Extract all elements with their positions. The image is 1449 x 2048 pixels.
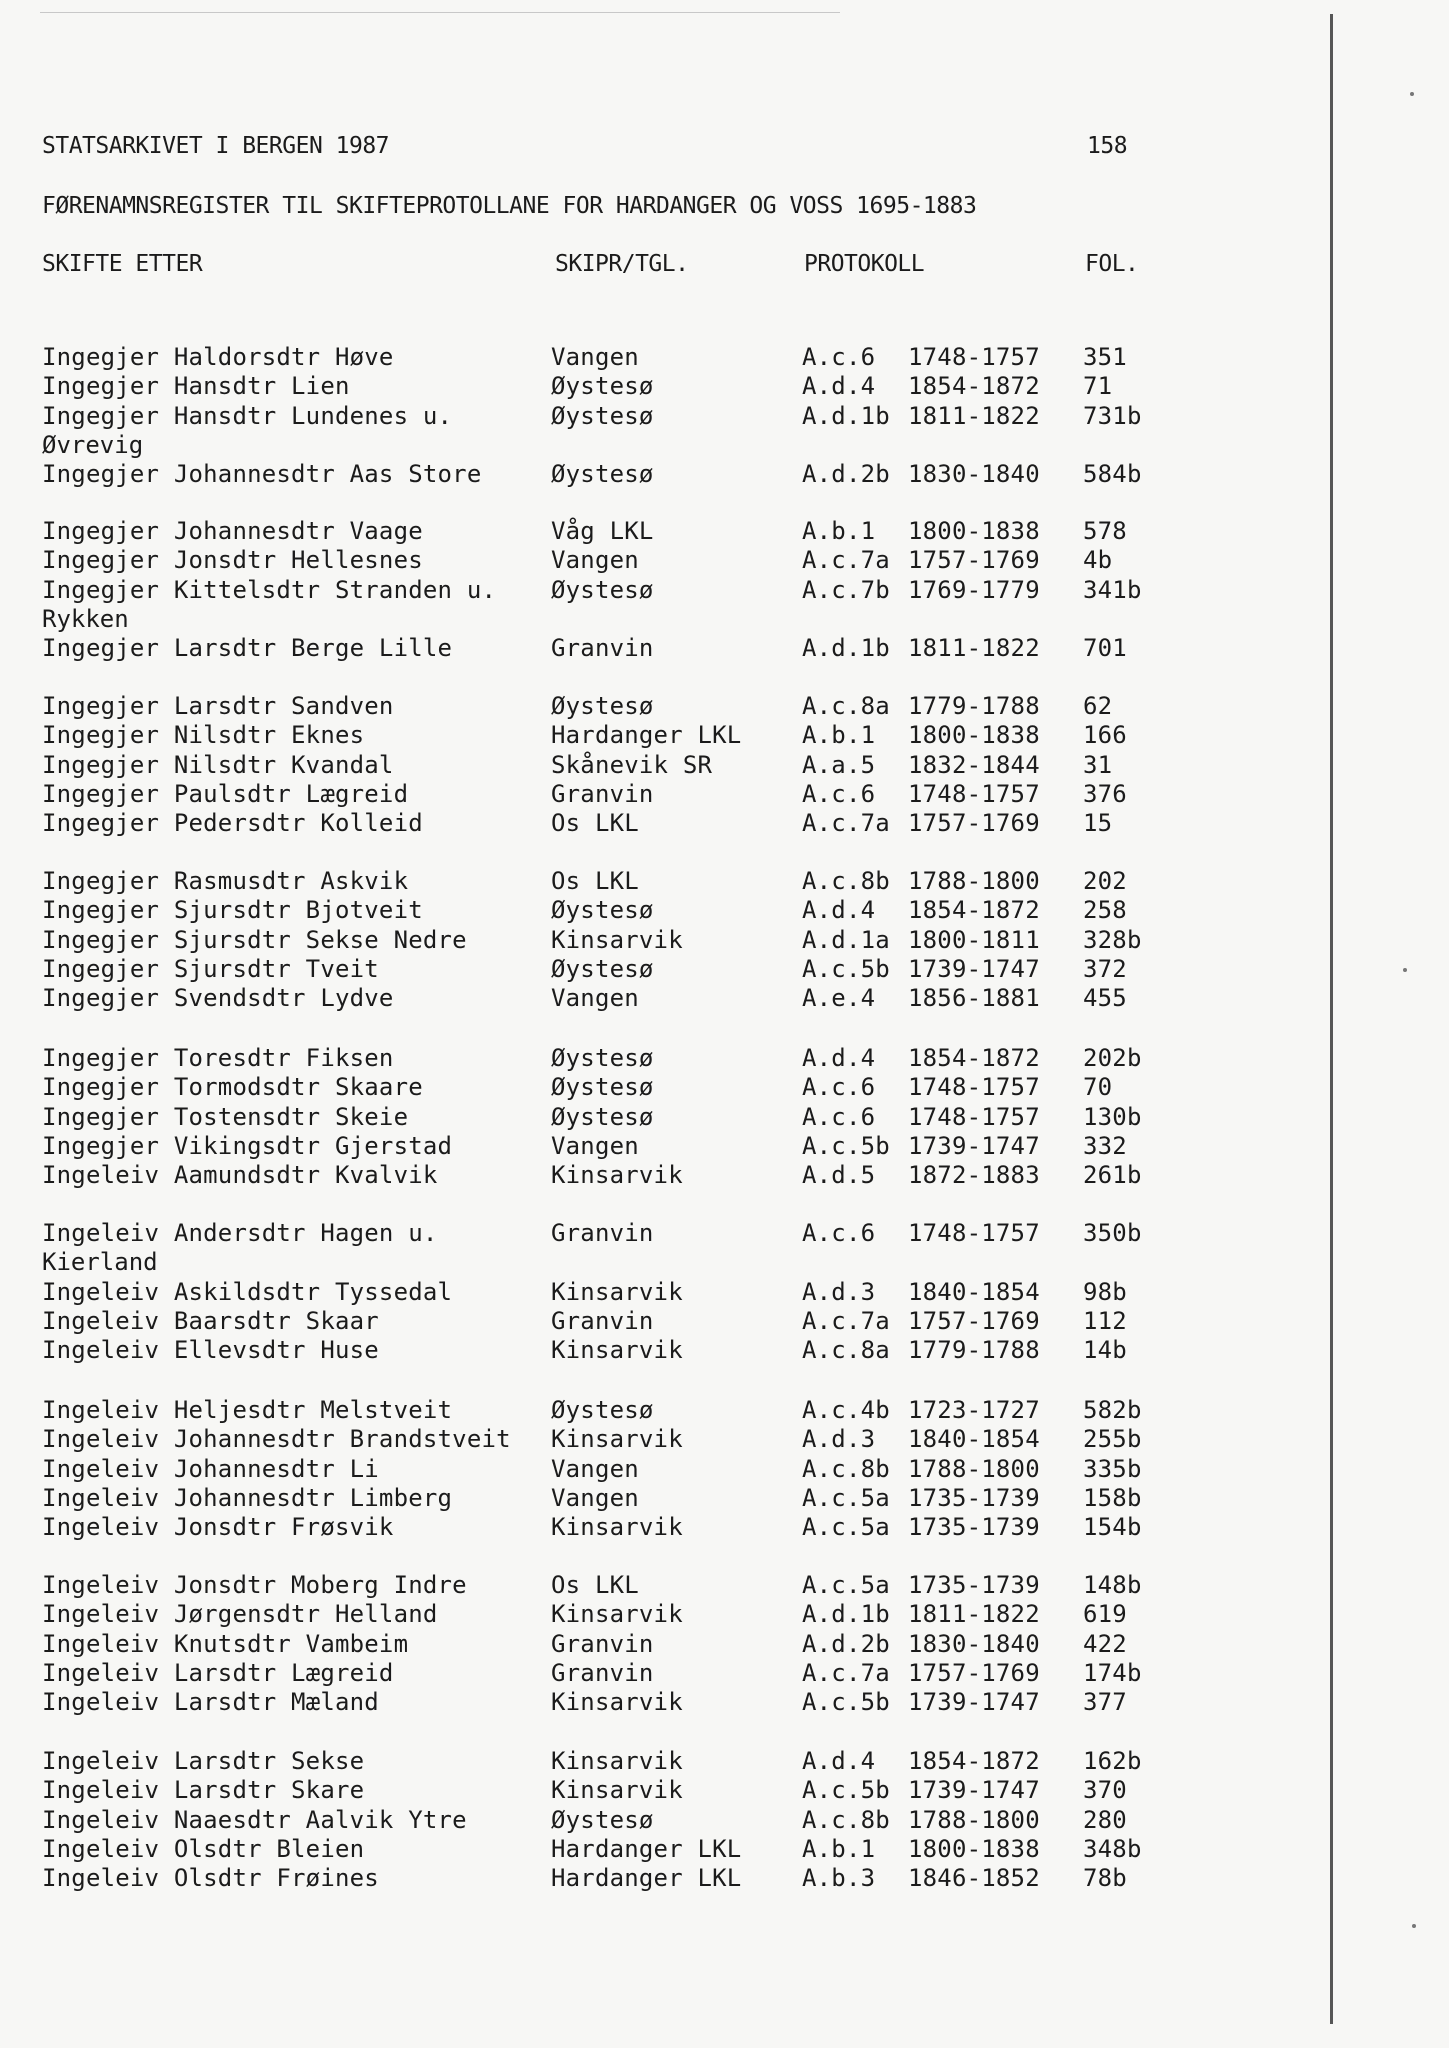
entry-skipr-tgl: Granvin <box>551 634 654 663</box>
entry-protokoll: A.d.1a <box>802 925 890 954</box>
entry-folio: 372 <box>1083 954 1127 983</box>
entry-folio: 71 <box>1083 372 1113 401</box>
entry-name: Ingeleiv Larsdtr Sekse <box>42 1747 365 1775</box>
entry-years: 1830-1840 <box>908 1629 1040 1658</box>
entry-name: Ingeleiv Johannesdtr Li <box>42 1454 379 1483</box>
entry-name: Ingeleiv Askildsdtr Tyssedal <box>42 1277 453 1306</box>
entry-folio: 166 <box>1083 721 1127 750</box>
entry-skipr-tgl: Os LKL <box>551 1571 639 1599</box>
register-entry <box>0 1747 1200 1777</box>
entry-folio: 130b <box>1083 1102 1142 1131</box>
entry-years: 1735-1739 <box>908 1513 1040 1542</box>
entry-folio: 202b <box>1083 1044 1142 1072</box>
entry-protokoll: A.c.5a <box>802 1513 890 1542</box>
entry-name: Ingeleiv Naaesdtr Aalvik Ytre <box>42 1805 467 1834</box>
entry-skipr-tgl: Kinsarvik <box>551 1776 683 1805</box>
entry-protokoll: A.d.1b <box>802 1600 890 1629</box>
entry-name: Ingeleiv Olsdtr Frøines <box>42 1864 379 1893</box>
page-number: 158 <box>1087 133 1128 159</box>
entry-years: 1757-1769 <box>908 1658 1040 1687</box>
entry-folio: 78b <box>1083 1864 1127 1893</box>
column-header-name: SKIFTE ETTER <box>42 251 203 277</box>
entry-folio: 31 <box>1083 750 1113 779</box>
entry-protokoll: A.c.6 <box>802 1073 876 1102</box>
register-entry <box>0 343 1200 373</box>
entry-folio: 619 <box>1083 1600 1127 1629</box>
entry-protokoll: A.b.1 <box>802 721 876 750</box>
entry-years: 1800-1838 <box>908 1834 1040 1863</box>
entry-name: Ingegjer Tormodsdtr Skaare <box>42 1073 423 1102</box>
entry-protokoll: A.d.4 <box>802 372 876 401</box>
entry-skipr-tgl: Øystesø <box>551 1073 654 1102</box>
entry-years: 1739-1747 <box>908 1776 1040 1805</box>
entry-protokoll: A.c.7a <box>802 546 890 575</box>
register-entry <box>0 372 1200 402</box>
entry-protokoll: A.c.5b <box>802 1688 890 1717</box>
entry-name: Ingeleiv Jonsdtr Frøsvik <box>42 1513 394 1542</box>
entry-name: Ingeleiv Larsdtr Mæland <box>42 1688 379 1717</box>
entry-years: 1840-1854 <box>908 1425 1040 1454</box>
entry-protokoll: A.d.4 <box>802 896 876 925</box>
entry-years: 1757-1769 <box>908 809 1040 838</box>
register-entry <box>0 460 1200 490</box>
entry-skipr-tgl: Hardanger LKL <box>551 721 742 750</box>
entry-name: Ingeleiv Heljesdtr Melstveit <box>42 1396 453 1424</box>
entry-skipr-tgl: Vangen <box>551 1131 639 1160</box>
entry-years: 1748-1757 <box>908 1073 1040 1102</box>
register-entry <box>0 1307 1200 1337</box>
register-entry <box>0 1103 1200 1133</box>
entry-protokoll: A.c.8a <box>802 692 890 720</box>
entry-years: 1779-1788 <box>908 1336 1040 1365</box>
entry-name: Ingegjer Hansdtr Lien <box>42 372 350 401</box>
entry-protokoll: A.d.2b <box>802 460 890 489</box>
entry-name: Ingeleiv Larsdtr Lægreid <box>42 1658 394 1687</box>
entry-folio: 4b <box>1083 546 1113 575</box>
entry-years: 1840-1854 <box>908 1277 1040 1306</box>
register-entry <box>0 1278 1200 1308</box>
register-entry <box>0 1806 1200 1836</box>
entry-folio: 701 <box>1083 634 1127 663</box>
register-entry <box>0 1219 1200 1249</box>
register-entry <box>0 1513 1200 1543</box>
entry-years: 1739-1747 <box>908 1688 1040 1717</box>
entry-skipr-tgl: Hardanger LKL <box>551 1834 742 1863</box>
entry-years: 1739-1747 <box>908 1131 1040 1160</box>
entry-skipr-tgl: Øystesø <box>551 1044 654 1072</box>
entry-years: 1811-1822 <box>908 634 1040 663</box>
entry-folio: 255b <box>1083 1425 1142 1454</box>
entry-folio: 70 <box>1083 1073 1113 1102</box>
entry-folio: 154b <box>1083 1513 1142 1542</box>
entry-skipr-tgl: Øystesø <box>551 954 654 983</box>
register-entry <box>0 576 1200 606</box>
entry-years: 1800-1838 <box>908 517 1040 545</box>
entry-years: 1788-1800 <box>908 867 1040 895</box>
entry-folio: 582b <box>1083 1396 1142 1424</box>
register-entry <box>0 1659 1200 1689</box>
register-entry <box>0 1425 1200 1455</box>
entry-years: 1854-1872 <box>908 1044 1040 1072</box>
entry-protokoll: A.c.5b <box>802 954 890 983</box>
entry-protokoll: A.a.5 <box>802 750 876 779</box>
entry-skipr-tgl: Våg LKL <box>551 517 654 545</box>
entry-years: 1779-1788 <box>908 692 1040 720</box>
entry-name-continuation: Kierland <box>42 1248 158 1277</box>
register-entry <box>0 955 1200 985</box>
entry-folio: 455 <box>1083 984 1127 1013</box>
entry-folio: 422 <box>1083 1629 1127 1658</box>
register-entry <box>0 867 1200 897</box>
entry-folio: 15 <box>1083 809 1113 838</box>
column-header-tgl: SKIPR/TGL. <box>555 251 689 277</box>
scan-speck <box>1403 968 1407 972</box>
entry-name: Ingeleiv Ellevsdtr Huse <box>42 1336 379 1365</box>
entry-protokoll: A.c.8b <box>802 867 890 895</box>
entry-name-continuation: Øvrevig <box>42 430 144 459</box>
entry-folio: 328b <box>1083 925 1142 954</box>
entry-folio: 348b <box>1083 1834 1142 1863</box>
entry-name: Ingegjer Svendsdtr Lydve <box>42 984 394 1013</box>
archive-header: STATSARKIVET I BERGEN 1987 <box>42 133 390 159</box>
entry-name: Ingeleiv Knutsdtr Vambeim <box>42 1629 409 1658</box>
entry-skipr-tgl: Granvin <box>551 1629 654 1658</box>
entry-protokoll: A.c.5a <box>802 1483 890 1512</box>
entry-years: 1872-1883 <box>908 1161 1040 1190</box>
entry-years: 1788-1800 <box>908 1454 1040 1483</box>
entry-skipr-tgl: Kinsarvik <box>551 1513 683 1542</box>
entry-skipr-tgl: Kinsarvik <box>551 1425 683 1454</box>
entry-protokoll: A.d.1b <box>802 401 890 430</box>
entry-years: 1748-1757 <box>908 779 1040 808</box>
entry-name: Ingegjer Sjursdtr Bjotveit <box>42 896 423 925</box>
entry-folio: 335b <box>1083 1454 1142 1483</box>
entry-name: Ingegjer Nilsdtr Kvandal <box>42 750 394 779</box>
entry-protokoll: A.c.6 <box>802 779 876 808</box>
entry-skipr-tgl: Øystesø <box>551 1102 654 1131</box>
entry-folio: 162b <box>1083 1747 1142 1775</box>
entry-name: Ingegjer Kittelsdtr Stranden u. <box>42 575 497 604</box>
entry-years: 1748-1757 <box>908 343 1040 371</box>
register-entry <box>0 896 1200 926</box>
entry-protokoll: A.c.8b <box>802 1454 890 1483</box>
scan-speck <box>1410 92 1414 96</box>
register-entry <box>0 1571 1200 1601</box>
register-entry <box>0 692 1200 722</box>
register-entry <box>0 1688 1200 1718</box>
entry-name: Ingeleiv Aamundsdtr Kvalvik <box>42 1161 438 1190</box>
entry-folio: 731b <box>1083 401 1142 430</box>
register-entry <box>0 634 1200 664</box>
entry-protokoll: A.e.4 <box>802 984 876 1013</box>
register-entry <box>0 1161 1200 1191</box>
entry-name: Ingegjer Larsdtr Sandven <box>42 692 394 720</box>
entry-skipr-tgl: Kinsarvik <box>551 925 683 954</box>
entry-name: Ingeleiv Larsdtr Skare <box>42 1776 365 1805</box>
entry-years: 1800-1811 <box>908 925 1040 954</box>
register-entry <box>0 1396 1200 1426</box>
entry-protokoll: A.d.1b <box>802 634 890 663</box>
entry-protokoll: A.c.8b <box>802 1805 890 1834</box>
entry-protokoll: A.c.7a <box>802 1658 890 1687</box>
register-entry <box>0 546 1200 576</box>
entry-name: Ingegjer Rasmusdtr Askvik <box>42 867 409 895</box>
entry-folio: 377 <box>1083 1688 1127 1717</box>
entry-protokoll: A.c.8a <box>802 1336 890 1365</box>
entry-folio: 350b <box>1083 1219 1142 1247</box>
entry-years: 1846-1852 <box>908 1864 1040 1893</box>
entry-skipr-tgl: Øystesø <box>551 1805 654 1834</box>
entry-name: Ingegjer Johannesdtr Vaage <box>42 517 423 545</box>
entry-years: 1735-1739 <box>908 1571 1040 1599</box>
entry-skipr-tgl: Vangen <box>551 984 639 1013</box>
entry-skipr-tgl: Granvin <box>551 1306 654 1335</box>
entry-years: 1832-1844 <box>908 750 1040 779</box>
entry-years: 1811-1822 <box>908 401 1040 430</box>
entry-protokoll: A.c.5b <box>802 1776 890 1805</box>
entry-years: 1830-1840 <box>908 460 1040 489</box>
entry-skipr-tgl: Øystesø <box>551 896 654 925</box>
entry-name: Ingeleiv Jonsdtr Moberg Indre <box>42 1571 467 1599</box>
register-entry <box>0 984 1200 1014</box>
entry-name-continuation: Rykken <box>42 604 129 633</box>
entry-name: Ingegjer Johannesdtr Aas Store <box>42 460 482 489</box>
entry-years: 1735-1739 <box>908 1483 1040 1512</box>
entry-protokoll: A.c.7a <box>802 1306 890 1335</box>
entry-protokoll: A.c.5a <box>802 1571 890 1599</box>
entry-folio: 578 <box>1083 517 1127 545</box>
register-entry <box>0 721 1200 751</box>
register-entry <box>0 1044 1200 1074</box>
entry-skipr-tgl: Os LKL <box>551 809 639 838</box>
column-header-fol: FOL. <box>1085 251 1139 277</box>
entry-folio: 351 <box>1083 343 1127 371</box>
entry-folio: 584b <box>1083 460 1142 489</box>
entry-protokoll: A.c.4b <box>802 1396 890 1424</box>
entry-years: 1769-1779 <box>908 575 1040 604</box>
entry-skipr-tgl: Kinsarvik <box>551 1688 683 1717</box>
entry-name: Ingegjer Paulsdtr Lægreid <box>42 779 409 808</box>
register-entry <box>0 1455 1200 1485</box>
entry-skipr-tgl: Kinsarvik <box>551 1600 683 1629</box>
entry-protokoll: A.c.6 <box>802 343 876 371</box>
entry-folio: 280 <box>1083 1805 1127 1834</box>
register-entry <box>0 1484 1200 1514</box>
entry-years: 1739-1747 <box>908 954 1040 983</box>
entry-folio: 62 <box>1083 692 1113 720</box>
register-title: FØRENAMNSREGISTER TIL SKIFTEPROTOLLANE FOR HARDANGER OG VOSS 1695-1883 <box>42 193 977 219</box>
entry-name: Ingegjer Sjursdtr Sekse Nedre <box>42 925 467 954</box>
entry-skipr-tgl: Øystesø <box>551 460 654 489</box>
top-edge-line <box>40 12 840 13</box>
entry-skipr-tgl: Vangen <box>551 343 639 371</box>
entry-years: 1854-1872 <box>908 896 1040 925</box>
entry-name: Ingegjer Larsdtr Berge Lille <box>42 634 453 663</box>
register-entry <box>0 780 1200 810</box>
entry-folio: 332 <box>1083 1131 1127 1160</box>
entry-protokoll: A.d.4 <box>802 1747 876 1775</box>
entry-skipr-tgl: Granvin <box>551 1219 654 1247</box>
entry-years: 1757-1769 <box>908 546 1040 575</box>
entry-protokoll: A.d.5 <box>802 1161 876 1190</box>
entry-skipr-tgl: Øystesø <box>551 401 654 430</box>
entry-folio: 202 <box>1083 867 1127 895</box>
register-entry <box>0 926 1200 956</box>
register-entry <box>0 751 1200 781</box>
entry-folio: 14b <box>1083 1336 1127 1365</box>
entry-skipr-tgl: Vangen <box>551 1483 639 1512</box>
register-entry <box>0 1835 1200 1865</box>
right-margin-line <box>1330 14 1333 2024</box>
entry-skipr-tgl: Vangen <box>551 546 639 575</box>
entry-name: Ingegjer Vikingsdtr Gjerstad <box>42 1131 453 1160</box>
entry-name: Ingegjer Haldorsdtr Høve <box>42 343 394 371</box>
entry-skipr-tgl: Øystesø <box>551 1396 654 1424</box>
entry-skipr-tgl: Øystesø <box>551 575 654 604</box>
entry-protokoll: A.b.1 <box>802 1834 876 1863</box>
entry-skipr-tgl: Øystesø <box>551 692 654 720</box>
entry-name: Ingegjer Sjursdtr Tveit <box>42 954 379 983</box>
entry-years: 1723-1727 <box>908 1396 1040 1424</box>
entry-folio: 112 <box>1083 1306 1127 1335</box>
entry-years: 1856-1881 <box>908 984 1040 1013</box>
entry-years: 1811-1822 <box>908 1600 1040 1629</box>
column-header-protokoll: PROTOKOLL <box>804 251 925 277</box>
register-entry <box>0 1776 1200 1806</box>
entry-protokoll: A.d.3 <box>802 1425 876 1454</box>
register-entry <box>0 1336 1200 1366</box>
register-entry <box>0 1132 1200 1162</box>
entry-skipr-tgl: Skånevik SR <box>551 750 713 779</box>
register-entry <box>0 402 1200 432</box>
entry-skipr-tgl: Kinsarvik <box>551 1336 683 1365</box>
entry-name: Ingegjer Jonsdtr Hellesnes <box>42 546 423 575</box>
entry-protokoll: A.d.4 <box>802 1044 876 1072</box>
entry-protokoll: A.b.3 <box>802 1864 876 1893</box>
entry-name: Ingegjer Hansdtr Lundenes u. <box>42 401 453 430</box>
entry-name: Ingeleiv Baarsdtr Skaar <box>42 1306 379 1335</box>
register-entry <box>0 1630 1200 1660</box>
register-entry <box>0 1073 1200 1103</box>
entry-protokoll: A.c.5b <box>802 1131 890 1160</box>
register-entry <box>0 809 1200 839</box>
register-entry <box>0 517 1200 547</box>
entry-name: Ingegjer Nilsdtr Eknes <box>42 721 365 750</box>
register-entry <box>0 1600 1200 1630</box>
entry-protokoll: A.b.1 <box>802 517 876 545</box>
entry-protokoll: A.c.7a <box>802 809 890 838</box>
entry-years: 1748-1757 <box>908 1219 1040 1247</box>
entry-folio: 341b <box>1083 575 1142 604</box>
scan-speck <box>1412 1924 1416 1928</box>
entry-folio: 370 <box>1083 1776 1127 1805</box>
entry-folio: 261b <box>1083 1161 1142 1190</box>
entry-folio: 376 <box>1083 779 1127 808</box>
entry-name: Ingegjer Pedersdtr Kolleid <box>42 809 423 838</box>
entry-name: Ingeleiv Andersdtr Hagen u. <box>42 1219 438 1247</box>
entry-years: 1757-1769 <box>908 1306 1040 1335</box>
entry-folio: 174b <box>1083 1658 1142 1687</box>
register-entry <box>0 1864 1200 1894</box>
entry-years: 1854-1872 <box>908 372 1040 401</box>
entry-name: Ingeleiv Johannesdtr Brandstveit <box>42 1425 511 1454</box>
entry-years: 1788-1800 <box>908 1805 1040 1834</box>
entry-skipr-tgl: Hardanger LKL <box>551 1864 742 1893</box>
entry-name: Ingeleiv Jørgensdtr Helland <box>42 1600 438 1629</box>
entry-years: 1748-1757 <box>908 1102 1040 1131</box>
entry-name: Ingegjer Tostensdtr Skeie <box>42 1102 409 1131</box>
entry-folio: 158b <box>1083 1483 1142 1512</box>
entry-skipr-tgl: Vangen <box>551 1454 639 1483</box>
entry-years: 1854-1872 <box>908 1747 1040 1775</box>
entry-folio: 258 <box>1083 896 1127 925</box>
entry-skipr-tgl: Granvin <box>551 1658 654 1687</box>
entry-skipr-tgl: Øystesø <box>551 372 654 401</box>
entry-protokoll: A.c.7b <box>802 575 890 604</box>
entry-skipr-tgl: Os LKL <box>551 867 639 895</box>
entry-folio: 98b <box>1083 1277 1127 1306</box>
entry-protokoll: A.d.3 <box>802 1277 876 1306</box>
entry-skipr-tgl: Granvin <box>551 779 654 808</box>
entry-skipr-tgl: Kinsarvik <box>551 1277 683 1306</box>
entry-skipr-tgl: Kinsarvik <box>551 1161 683 1190</box>
entry-protokoll: A.c.6 <box>802 1102 876 1131</box>
entry-name: Ingegjer Toresdtr Fiksen <box>42 1044 394 1072</box>
entry-folio: 148b <box>1083 1571 1142 1599</box>
entry-years: 1800-1838 <box>908 721 1040 750</box>
entry-skipr-tgl: Kinsarvik <box>551 1747 683 1775</box>
entry-protokoll: A.d.2b <box>802 1629 890 1658</box>
entry-name: Ingeleiv Johannesdtr Limberg <box>42 1483 453 1512</box>
entry-protokoll: A.c.6 <box>802 1219 876 1247</box>
entry-name: Ingeleiv Olsdtr Bleien <box>42 1834 365 1863</box>
